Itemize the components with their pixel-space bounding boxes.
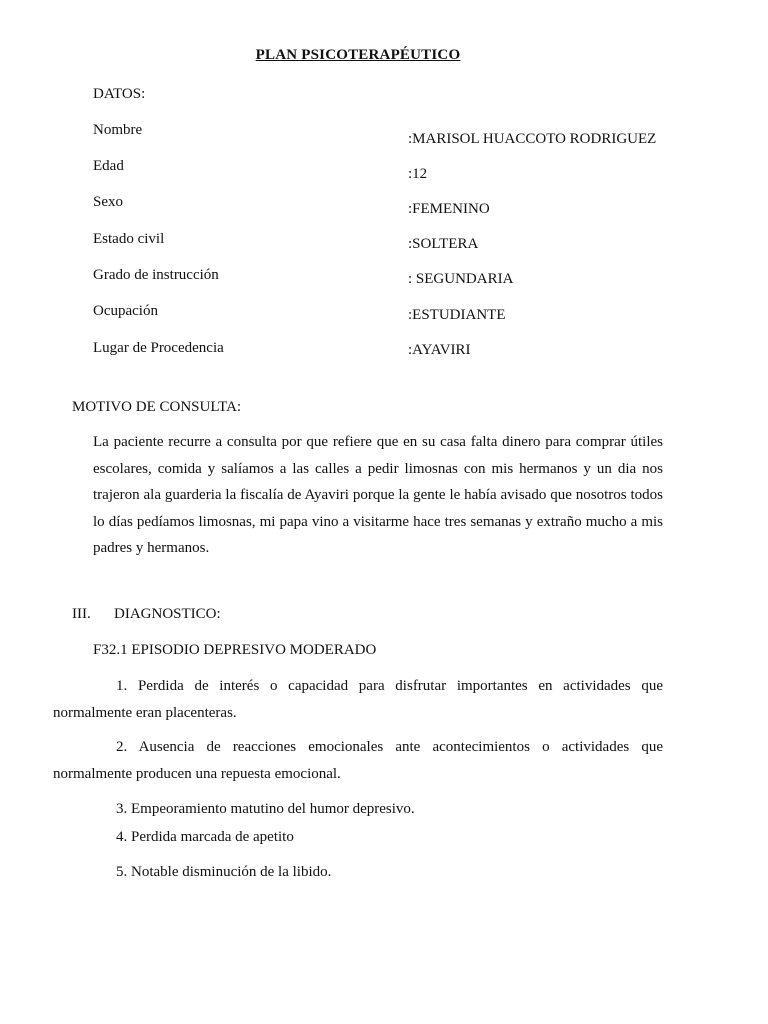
document-title: PLAN PSICOTERAPÉUTICO [255, 47, 461, 63]
diagnostico-heading-row [72, 606, 221, 623]
field-label-edad: Edad [93, 158, 124, 174]
field-value-edad: :12 [408, 166, 428, 182]
motivo-heading: MOTIVO DE CONSULTA: [72, 399, 242, 415]
field-label-grado-instruccion: Grado de instrucción [93, 267, 219, 283]
diagnostico-item-1: 1. Perdida de interés o capacidad para disfrutar importantes en actividades que normalmente eran placenteras. [53, 678, 663, 721]
field-label-nombre: Nombre [93, 122, 143, 138]
diagnostico-item-5: 5. Notable disminución de la libido. [116, 864, 332, 880]
datos-heading: DATOS: [93, 86, 146, 102]
field-label-sexo: Sexo [93, 194, 123, 210]
diagnostico-number: III. [72, 606, 91, 622]
field-value-grado-instruccion: : SEGUNDARIA [408, 271, 514, 287]
field-value-ocupacion: :ESTUDIANTE [408, 307, 506, 323]
field-value-estado-civil: :SOLTERA [408, 236, 479, 252]
field-value-nombre: :MARISOL HUACCOTO RODRIGUEZ [408, 131, 657, 147]
diagnostico-item-3: 3. Empeoramiento matutino del humor depresivo. [116, 801, 415, 817]
motivo-paragraph: La paciente recurre a consulta por que refiere que en su casa falta dinero para comprar útiles escolares, comida y salíamos a las calles a pedir limosnas con mis hermanos y un dia nos trajeron ala guarderia la fiscalía de Ayaviri porque la gente le había avisado que nosotros todos lo días pedíamos limosnas, mi papa vino a visitarme hace tres semanas y extraño mucho a mis padres y hermanos. [93, 434, 663, 556]
field-label-ocupacion: Ocupación [93, 303, 158, 319]
diagnostico-code: F32.1 EPISODIO DEPRESIVO MODERADO [93, 642, 377, 658]
diagnostico-item-2: 2. Ausencia de reacciones emocionales ante acontecimientos o actividades que normalmente producen una repuesta emocional. [53, 739, 663, 782]
diagnostico-item-4: 4. Perdida marcada de apetito [116, 829, 294, 845]
field-value-lugar-procedencia: :AYAVIRI [408, 342, 471, 358]
field-label-lugar-procedencia: Lugar de Procedencia [93, 340, 224, 356]
field-value-sexo: :FEMENINO [408, 201, 490, 217]
diagnostico-heading: DIAGNOSTICO: [114, 606, 221, 622]
field-label-estado-civil: Estado civil [93, 231, 165, 247]
